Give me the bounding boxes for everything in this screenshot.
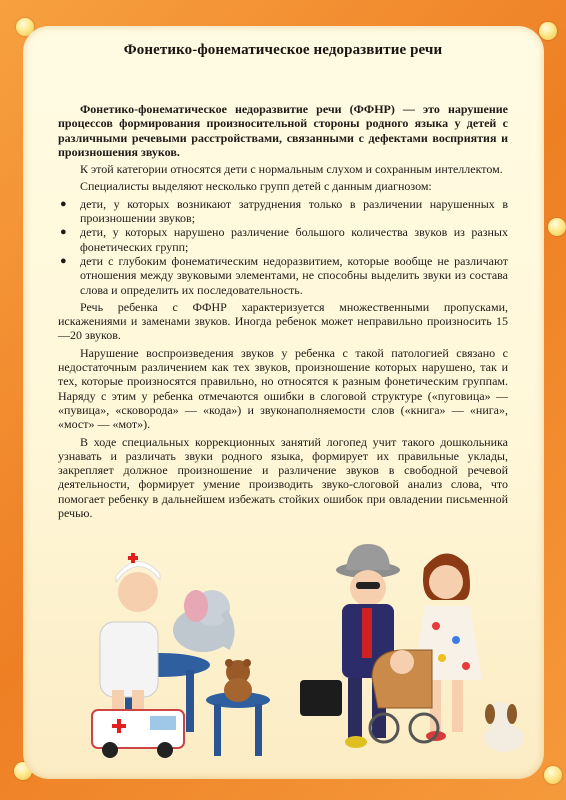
list-item-text: дети с глубоким фонематическим недоразвитием, которые вообще не различают отношения между звуковыми элементами, не способны выделить звуки из состава слова и определить их последовательность.: [80, 253, 508, 297]
corner-dot-top-right: [539, 22, 557, 40]
bullet-icon: ●: [60, 226, 67, 239]
paragraph-speech-features: Речь ребенка с ФФНР характеризуется множественными пропусками, искажениями и заменами звуков. Иногда ребенок может неправильно произносить 15—20 звуков.: [58, 299, 508, 343]
groups-list: [58, 197, 508, 297]
paragraph-sound-disorder: Нарушение воспроизведения звуков у ребенка с такой патологией связано с недостаточным различением как тех звуков, произношение которых нарушено, так и тех, которые произносятся правильно, но относятся к разным фонетическим группам. Наряду с этим у ребенка отмечаются ошибки в слоговой структуре («пуговица» — «пувица», «сковорода» — «кода») и звуконаполняемости слов («книга» — «нига», «мост» — «мот»).: [58, 345, 508, 432]
toy-elephant-image: [173, 590, 233, 652]
article-body: [58, 102, 508, 523]
list-item: [58, 254, 508, 297]
teddy-bear-image: [224, 659, 252, 702]
toy-puppy-image: [484, 702, 524, 752]
paragraph-definition: Фонетико-фонематическое недоразвитие речи (ФФНР) — это нарушение процессов формирования произносительной стороны родного языка у детей с различными речевыми расстройствами, связанными с дефектами восприятия и произношения звуков.: [58, 102, 508, 159]
list-item-text: дети, у которых возникают затруднения только в различении нарушенных в произношении звуков;: [80, 196, 508, 226]
paragraph-correction: В ходе специальных коррекционных занятий логопед учит такого дошкольника узнавать и различать звуки родного языка, формирует их правильные уклады, закрепляет должное произношение и различение звуков в свободной речевой деятельности, формирует умение производить звуко-слоговой анализ слова, что помогает ребенку в дальнейшем избежать стойких ошибок при овладении письменной речью.: [58, 434, 508, 521]
bullet-icon: ●: [60, 254, 67, 267]
page-title: Фонетико-фонематическое недоразвитие речи: [123, 42, 443, 58]
list-item: [58, 197, 508, 226]
paragraph-category: К этой категории относятся дети с нормальным слухом и сохранным интеллектом.: [80, 162, 503, 177]
list-item: [58, 225, 508, 254]
paragraph-groups-intro: Специалисты выделяют несколько групп детей с данным диагнозом:: [80, 179, 432, 194]
boy-with-hat-image: [300, 544, 400, 748]
corner-dot-right-upper: [548, 218, 566, 236]
bullet-icon: ●: [60, 197, 67, 210]
list-item-text: дети, у которых нарушено различение большого количества звуков из разных фонетических групп;: [80, 225, 508, 254]
children-illustration: [0, 530, 566, 800]
toy-ambulance-image: [92, 710, 184, 758]
